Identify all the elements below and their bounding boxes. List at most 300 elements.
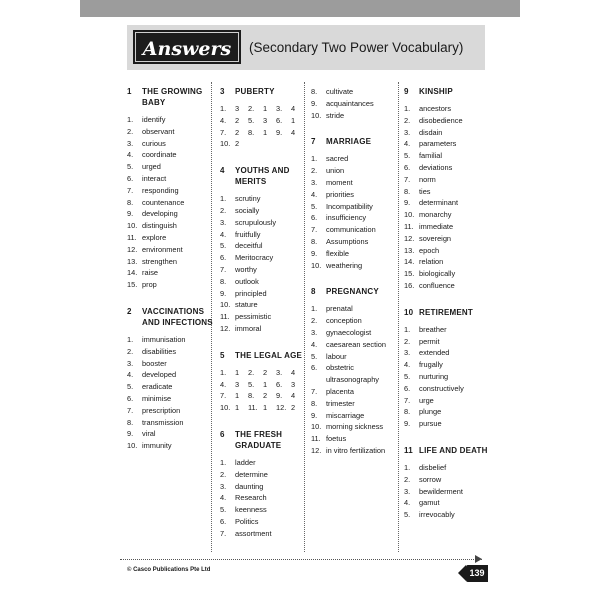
answer-list [404, 103, 490, 292]
answer-number: 9. [127, 209, 134, 219]
answer-number: 8. [404, 186, 411, 196]
answer-item [127, 267, 213, 279]
answer-number: 3. [276, 104, 283, 113]
answer-word: developing [142, 209, 178, 219]
answer-number: 2. [404, 474, 411, 484]
answer-word: sovereign [419, 233, 452, 243]
answer-cell [276, 390, 304, 402]
answer-item [404, 268, 490, 280]
answer-item [127, 197, 213, 209]
answer-number: 6. [311, 363, 318, 373]
section-s6-continued [311, 86, 397, 121]
answer-item [220, 469, 306, 481]
answer-number: 2. [404, 336, 411, 346]
answer-list [220, 457, 306, 540]
answer-number: 1. [311, 154, 318, 164]
answer-item [404, 233, 490, 245]
section-name: THE LEGAL AGE [235, 350, 303, 360]
answer-word: obstetric ultrasonography [326, 363, 380, 385]
answer-item [127, 334, 213, 346]
answer-value: 2 [235, 127, 240, 137]
answer-word: foetus [326, 434, 347, 444]
answer-item [404, 115, 490, 127]
answer-number: 6. [311, 213, 318, 223]
answer-number: 2. [311, 316, 318, 326]
answer-word: weathering [326, 260, 363, 270]
answer-number: 4. [404, 360, 411, 370]
answer-number: 12. [311, 445, 322, 455]
answer-item [311, 421, 397, 433]
answer-word: deceitful [235, 241, 263, 251]
answer-word: prenatal [326, 304, 353, 314]
answer-number: 10. [220, 403, 231, 413]
answer-cell [276, 127, 304, 139]
answer-number: 3. [404, 486, 411, 496]
answer-item [311, 177, 397, 189]
answer-number: 8. [248, 127, 255, 137]
answer-word: gamut [419, 498, 440, 508]
answer-item [404, 280, 490, 292]
column-2 [220, 86, 306, 540]
answer-item [220, 264, 306, 276]
section-name: KINSHIP [419, 87, 453, 96]
answer-word: communication [326, 225, 376, 235]
answer-word: familial [419, 151, 442, 161]
answer-item [127, 126, 213, 138]
answer-value: 4 [291, 391, 296, 401]
section-number: 8 [311, 287, 316, 297]
answer-cell [248, 390, 276, 402]
answer-number: 2. [248, 104, 255, 113]
answer-cell [248, 367, 276, 379]
answer-number: 10. [311, 422, 322, 432]
answer-number: 5. [127, 162, 134, 172]
answer-number: 1. [220, 104, 227, 113]
answer-word: miscarriage [326, 410, 365, 420]
answer-number: 1. [127, 115, 134, 124]
answer-item [404, 486, 490, 498]
answer-item [311, 339, 397, 351]
answer-number: 4. [311, 339, 318, 349]
answer-number: 5. [127, 382, 134, 392]
answer-number: 5. [404, 371, 411, 381]
answer-word: developed [142, 370, 177, 380]
answer-item [404, 462, 490, 474]
answer-number: 2. [248, 367, 255, 377]
answer-value: 3 [263, 115, 268, 125]
answer-item [311, 303, 397, 315]
answer-word: fruitfully [235, 229, 261, 239]
answer-word: worthy [235, 264, 257, 274]
column-3 [311, 86, 397, 457]
answer-number: 1. [220, 367, 227, 377]
answer-item [311, 212, 397, 224]
answer-item [404, 359, 490, 371]
answer-item [311, 327, 397, 339]
answer-word: Assumptions [326, 236, 369, 246]
answer-number: 6. [404, 162, 411, 172]
answer-number: 1. [404, 462, 411, 472]
answer-number: 2. [127, 346, 134, 356]
answer-item [404, 209, 490, 221]
answer-item [127, 149, 213, 161]
answer-number: 4. [127, 370, 134, 380]
answer-word: extended [419, 348, 450, 358]
answer-item [220, 205, 306, 217]
answer-value: 2 [235, 139, 240, 149]
answer-item [404, 221, 490, 233]
answer-value: 4 [291, 127, 296, 137]
answer-item [311, 315, 397, 327]
section-number: 2 [127, 306, 132, 316]
answer-grid [220, 103, 306, 150]
section-title [220, 429, 306, 451]
answer-number: 10. [127, 441, 138, 451]
answer-word: raise [142, 268, 159, 278]
section-title [127, 306, 213, 328]
answer-number: 7. [220, 391, 227, 401]
answer-cell [276, 103, 304, 115]
answer-word: Politics [235, 516, 259, 526]
answer-list [220, 193, 306, 335]
answers-title: Answers [142, 38, 232, 60]
answer-number: 4. [404, 498, 411, 508]
answer-word: union [326, 166, 345, 176]
answer-number: 8. [127, 417, 134, 427]
answer-word: frugally [419, 360, 443, 370]
answer-item [127, 208, 213, 220]
section-s6 [220, 429, 306, 540]
publisher-credit: © Casco Publications Pte Ltd [127, 567, 211, 573]
top-bar [80, 0, 520, 17]
answer-item [220, 528, 306, 540]
answer-word: determinant [419, 198, 459, 208]
answer-word: distinguish [142, 221, 177, 231]
answer-item [311, 386, 397, 398]
answer-word: moment [326, 177, 353, 187]
answer-word: confluence [419, 280, 455, 290]
answer-item [220, 492, 306, 504]
answer-item [311, 153, 397, 165]
answer-item [404, 103, 490, 115]
answer-word: identify [142, 115, 166, 124]
answer-item [404, 324, 490, 336]
answer-number: 3. [220, 217, 227, 227]
answer-number: 5. [248, 379, 255, 389]
answer-word: disdain [419, 127, 443, 137]
answer-item [220, 311, 306, 323]
answer-item [404, 256, 490, 268]
answer-word: curious [142, 138, 166, 148]
answer-value: 2 [291, 403, 296, 413]
section-title [404, 445, 490, 456]
answer-item [127, 220, 213, 232]
answer-number: 3. [127, 138, 134, 148]
answer-list [127, 114, 213, 291]
answer-number: 7. [311, 386, 318, 396]
answer-word: ladder [235, 457, 256, 467]
answer-value: 3 [235, 104, 240, 113]
answer-value: 2 [263, 391, 268, 401]
answer-number: 6. [404, 383, 411, 393]
answer-value: 4 [291, 104, 296, 113]
answer-item [220, 504, 306, 516]
footer-arrow-icon [475, 555, 482, 563]
section-s2 [127, 306, 213, 452]
section-s8 [311, 286, 397, 456]
answer-number: 9. [404, 419, 411, 429]
answer-number: 7. [311, 225, 318, 235]
answer-item [404, 186, 490, 198]
section-number: 7 [311, 137, 316, 147]
answer-word: relation [419, 257, 444, 267]
answer-number: 9. [127, 429, 134, 439]
answer-number: 11. [404, 221, 414, 231]
answer-number: 4. [220, 115, 227, 125]
page-number: 139 [466, 565, 488, 582]
section-name: YOUTHS AND MERITS [235, 166, 290, 187]
answer-number: 2. [311, 166, 318, 176]
answer-number: 6. [276, 379, 283, 389]
section-title [220, 350, 306, 361]
answer-number: 8. [248, 391, 255, 401]
answer-item [127, 173, 213, 185]
answer-item [311, 248, 397, 260]
answer-number: 8. [220, 276, 227, 286]
answer-number: 11. [311, 434, 321, 444]
answer-item [404, 162, 490, 174]
answer-item [127, 256, 213, 268]
section-s3 [220, 86, 306, 150]
answer-item [311, 165, 397, 177]
answer-word: flexible [326, 248, 350, 258]
answer-number: 5. [220, 241, 227, 251]
answer-word: immoral [235, 323, 262, 333]
section-number: 11 [404, 445, 413, 455]
answer-item [220, 240, 306, 252]
answer-list [404, 324, 490, 430]
answer-number: 5. [404, 510, 411, 520]
answer-cell [248, 127, 276, 139]
answer-list [404, 462, 490, 521]
answer-number: 6. [127, 393, 134, 403]
answer-cell [220, 367, 248, 379]
answer-item [127, 279, 213, 291]
answer-cell [220, 115, 248, 127]
answer-word: biologically [419, 269, 456, 279]
answer-number: 10. [127, 221, 138, 231]
column-1 [127, 86, 213, 452]
answer-item [127, 232, 213, 244]
answer-number: 6. [127, 173, 134, 183]
answer-item [404, 395, 490, 407]
answer-item [404, 197, 490, 209]
answer-number: 9. [404, 198, 411, 208]
answer-item [127, 358, 213, 370]
answer-number: 2. [220, 469, 227, 479]
section-title [311, 136, 397, 147]
answer-number: 3. [220, 481, 227, 491]
answer-word: Incompatibility [326, 201, 373, 211]
answer-number: 3. [311, 177, 318, 187]
answer-item [127, 369, 213, 381]
answer-item [127, 244, 213, 256]
answer-word: viral [142, 429, 156, 439]
answer-word: disabilities [142, 346, 177, 356]
answer-item [311, 433, 397, 445]
answer-word: caesarean section [326, 339, 386, 349]
header-subtitle: (Secondary Two Power Vocabulary) [249, 40, 464, 55]
section-title [311, 286, 397, 297]
answer-number: 1. [127, 334, 134, 344]
answer-number: 4. [311, 189, 318, 199]
answer-number: 2. [404, 115, 411, 125]
answer-word: stature [235, 300, 258, 310]
answer-item [404, 406, 490, 418]
section-title [127, 86, 213, 108]
answer-word: outlook [235, 276, 259, 286]
answer-word: nurturing [419, 371, 449, 381]
answer-number: 16. [404, 280, 415, 290]
answer-word: principled [235, 288, 267, 298]
answer-item [311, 224, 397, 236]
answer-number: 11. [220, 312, 230, 322]
answer-word: monarchy [419, 210, 452, 220]
answer-item [127, 393, 213, 405]
answer-number: 1. [404, 324, 411, 334]
answer-number: 7. [220, 127, 227, 137]
answer-number: 6. [276, 115, 283, 125]
answer-cell [220, 127, 248, 139]
answer-number: 1. [220, 457, 227, 467]
answer-item [127, 428, 213, 440]
answer-item [311, 110, 397, 122]
section-name: THE FRESH GRADUATE [235, 429, 283, 450]
answer-item [127, 405, 213, 417]
answer-list [311, 153, 397, 271]
answer-item [311, 86, 397, 98]
answer-item [404, 474, 490, 486]
answer-number: 3. [127, 358, 134, 368]
answer-word: immunity [142, 441, 172, 451]
section-name: VACCINATIONS AND INFECTIONS [142, 306, 213, 327]
answer-item [311, 189, 397, 201]
answer-number: 9. [311, 248, 318, 258]
section-number: 3 [220, 87, 225, 96]
answer-word: prescription [142, 405, 181, 415]
answer-item [220, 193, 306, 205]
answer-cell [220, 138, 248, 150]
answer-word: Research [235, 493, 267, 503]
answer-number: 7. [404, 395, 411, 405]
answer-word: booster [142, 358, 167, 368]
answer-word: priorities [326, 189, 354, 199]
answer-number: 1. [220, 194, 227, 204]
answer-value: 1 [291, 115, 296, 125]
answer-number: 11. [127, 232, 137, 242]
answer-word: irrevocably [419, 510, 455, 520]
answer-number: 5. [248, 115, 255, 125]
answer-word: socially [235, 205, 260, 215]
answer-number: 7. [220, 528, 227, 538]
answer-number: 12. [220, 323, 231, 333]
answer-word: conception [326, 316, 362, 326]
answer-number: 3. [276, 367, 283, 377]
answer-number: 10. [220, 139, 231, 149]
section-title [220, 86, 306, 97]
section-name: MARRIAGE [326, 137, 372, 147]
page-tab-notch [458, 565, 466, 581]
answer-list [311, 86, 397, 121]
answer-word: scrutiny [235, 194, 261, 204]
answer-cell [248, 115, 276, 127]
answer-number: 7. [404, 174, 411, 184]
section-name: RETIREMENT [419, 307, 473, 317]
section-name: PREGNANCY [326, 287, 379, 297]
answer-number: 9. [311, 98, 318, 108]
answer-word: pessimistic [235, 312, 272, 322]
section-number: 1 [127, 87, 132, 96]
answer-number: 12. [404, 233, 415, 243]
answer-number: 5. [220, 505, 227, 515]
answer-word: gynaecologist [326, 327, 372, 337]
answer-number: 7. [127, 185, 134, 195]
answer-word: environment [142, 244, 183, 254]
answer-item [311, 410, 397, 422]
answer-word: trimester [326, 398, 355, 408]
answer-word: assortment [235, 528, 272, 538]
answer-number: 10. [311, 260, 322, 270]
footer-divider [120, 559, 482, 560]
answer-item [311, 236, 397, 248]
column-4 [404, 86, 490, 521]
answer-item [220, 288, 306, 300]
answer-word: interact [142, 173, 167, 183]
answer-cell [248, 379, 276, 391]
answer-item [127, 185, 213, 197]
answer-word: observant [142, 126, 175, 136]
answer-value: 2 [263, 367, 268, 377]
answer-number: 10. [404, 210, 415, 220]
answer-word: deviations [419, 162, 453, 172]
answer-number: 8. [311, 236, 318, 246]
answer-number: 8. [404, 407, 411, 417]
answer-word: labour [326, 351, 347, 361]
answer-cell [276, 379, 304, 391]
answer-value: 4 [291, 367, 296, 377]
answer-item [404, 383, 490, 395]
answer-item [311, 201, 397, 213]
answer-number: 12. [127, 244, 138, 254]
answer-item [311, 362, 397, 386]
answer-word: responding [142, 185, 179, 195]
section-title [220, 165, 306, 187]
answer-word: morning sickness [326, 422, 384, 432]
answer-list [127, 334, 213, 452]
answer-value: 3 [235, 379, 240, 389]
answer-number: 2. [127, 126, 134, 136]
answer-number: 1. [404, 104, 411, 113]
column-divider [398, 82, 399, 552]
section-s7 [311, 136, 397, 271]
section-number: 9 [404, 87, 409, 96]
answer-cell [220, 103, 248, 115]
answer-item [404, 174, 490, 186]
section-number: 5 [220, 350, 225, 360]
answer-item [311, 398, 397, 410]
answer-cell [248, 402, 276, 414]
answer-number: 7. [220, 264, 227, 274]
